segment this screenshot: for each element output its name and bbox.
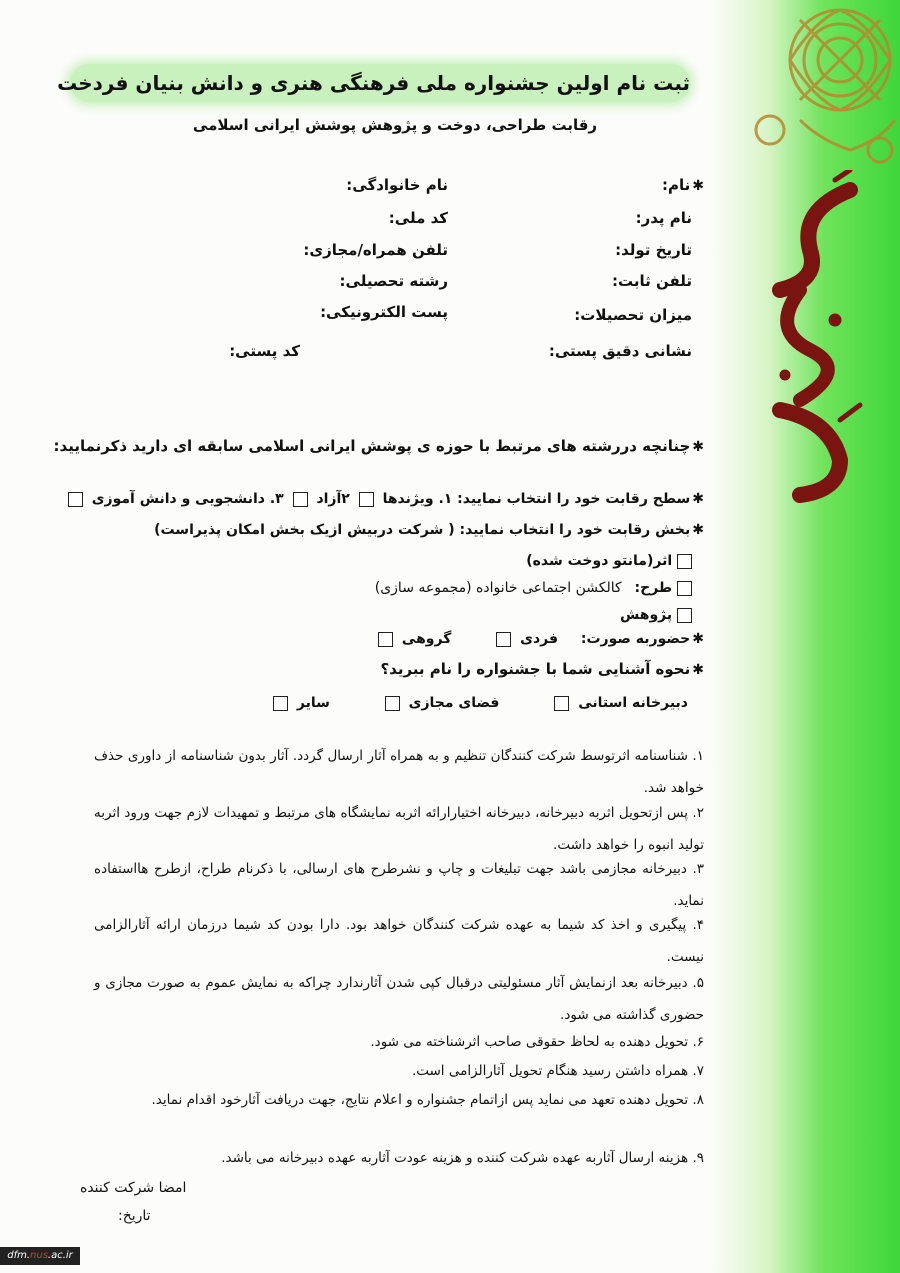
signature-label[interactable]: امضا شرکت کننده — [80, 1180, 187, 1196]
rule-item: ۱. شناسنامه اثرتوسط شرکت کنندگان تنظیم و به همراه آثار ارسال گردد. آثار بدون شناسنامه از داوری حذف خواهد شد. — [94, 748, 704, 796]
rule-item: ۵. دبیرخانه بعد ازنمایش آثار مسئولیتی درقبال کپی شدن آثارندارد چراکه به نمایش عموم به صورت مجازی و حضوری گذاشته می شود. — [94, 975, 704, 1023]
presence-individual-label: فردی — [520, 631, 559, 647]
section-option-1[interactable]: اثر(مانتو دوخت شده) — [526, 553, 692, 569]
form-title: ثبت نام اولین جشنواره ملی فرهنگی هنری و دانش بنیان فردخت — [70, 64, 690, 102]
presence-individual-checkbox[interactable] — [496, 632, 511, 647]
acquaintance-option-2-checkbox[interactable] — [385, 696, 400, 711]
email-label[interactable]: پست الکترونیکی: — [320, 303, 448, 321]
landline-label[interactable]: تلفن ثابت: — [611, 272, 692, 290]
section-option-1-checkbox[interactable] — [677, 554, 692, 569]
acquaintance-option-3-label: سایر — [296, 695, 330, 711]
level-option-3-label: ۳. دانشجویی و دانش آموزی — [91, 491, 284, 507]
rule-item: ۶. تحویل دهنده به لحاظ حقوقی صاحب اثرشناخته می شود. — [370, 1034, 704, 1050]
required-star-icon: ✱ — [692, 178, 704, 194]
rule-item: ۹. هزینه ارسال آثاربه عهده شرکت کننده و هزینه عودت آثاربه عهده دبیرخانه می باشد. — [221, 1150, 704, 1166]
required-star-icon: ✱ — [692, 491, 704, 507]
presence-question: ✱حضوربه صورت: فردی گروهی — [378, 631, 704, 647]
acquaintance-option-2-label: فضای مجازی — [408, 695, 500, 711]
level-option-1-checkbox[interactable] — [359, 492, 374, 507]
last-name-label[interactable]: نام خانوادگی: — [346, 176, 448, 194]
first-name-label[interactable]: ✱نام: — [662, 176, 704, 194]
level-question: ✱سطح رقابت خود را انتخاب نمایید: ۱. ویژندها ۲آزاد ۳. دانشجویی و دانش آموزی — [64, 491, 704, 507]
section-option-3[interactable]: پژوهش — [620, 607, 692, 623]
green-side-strip — [710, 0, 900, 1273]
fardokht-calligraphy-logo-icon — [740, 170, 880, 510]
section-option-3-checkbox[interactable] — [677, 608, 692, 623]
floral-ornament-icon — [730, 0, 900, 170]
acquaintance-options — [273, 695, 688, 711]
presence-group-checkbox[interactable] — [378, 632, 393, 647]
rule-item: ۴. پیگیری و اخذ کد شیما به عهده شرکت کنندگان خواهد بود. دارا بودن کد شیما درزمان ارائه آثارالزامی نیست. — [94, 917, 704, 965]
section-option-2[interactable]: طرح: کالکشن اجتماعی خانواده (مجموعه سازی) — [375, 580, 692, 596]
required-star-icon: ✱ — [692, 662, 704, 678]
site-logo: dfm.nus.ac.ir — [0, 1247, 80, 1265]
date-label[interactable]: تاریخ: — [118, 1208, 151, 1224]
level-option-2-checkbox[interactable] — [293, 492, 308, 507]
acquaintance-option-1-label: دبیرخانه استانی — [578, 695, 688, 711]
father-name-label[interactable]: نام پدر: — [635, 209, 692, 227]
acquaintance-option-1-checkbox[interactable] — [554, 696, 569, 711]
rule-item: ۷. همراه داشتن رسید هنگام تحویل آثارالزامی است. — [411, 1063, 704, 1079]
education-level-label[interactable]: میزان تحصیلات: — [574, 306, 692, 324]
rule-item: ۳. دبیرخانه مجازمی باشد جهت تبلیغات و چاپ و نشرطرح های ارسالی، با ذکرنام طراح، ازطرح هااستفاده نماید. — [94, 861, 704, 909]
form-subtitle: رقابت طراحی، دوخت و پژوهش پوشش ایرانی اسلامی — [192, 116, 598, 134]
mobile-label[interactable]: تلفن همراه/مجازی: — [303, 241, 448, 259]
postal-code-label[interactable]: کد پستی: — [229, 342, 300, 360]
level-option-3-checkbox[interactable] — [68, 492, 83, 507]
section-option-2-checkbox[interactable] — [677, 581, 692, 596]
section-question: ✱بخش رقابت خود را انتخاب نمایید: ( شرکت دربیش ازیک بخش امکان پذیراست) — [154, 522, 704, 538]
postal-address-label[interactable]: نشانی دقیق پستی: — [548, 342, 692, 360]
birth-date-label[interactable]: تاریخ تولد: — [615, 241, 692, 259]
required-star-icon: ✱ — [692, 439, 704, 455]
presence-group-label: گروهی — [401, 631, 452, 647]
required-star-icon: ✱ — [692, 522, 704, 538]
background-question[interactable]: ✱چنانچه دررشته های مرتبط با حوزه ی پوشش ایرانی اسلامی سابقه ای دارید ذکرنمایید: — [53, 437, 704, 455]
field-of-study-label[interactable]: رشته تحصیلی: — [339, 272, 448, 290]
acquaintance-option-3-checkbox[interactable] — [273, 696, 288, 711]
rule-item: ۸. تحویل دهنده تعهد می نماید پس ازاتمام جشنواره و اعلام نتایج، جهت دریافت آثارخود اقدام نماید. — [151, 1092, 704, 1108]
required-star-icon: ✱ — [692, 631, 704, 647]
national-code-label[interactable]: کد ملی: — [388, 209, 448, 227]
acquaintance-question: ✱نحوه آشنایی شما با جشنواره را نام ببرید؟ — [380, 660, 704, 678]
level-option-2-label: ۲آزاد — [316, 491, 350, 507]
rule-item: ۲. پس ازتحویل اثربه دبیرخانه، دبیرخانه اختیارارائه اثربه نمایشگاه های مرتبط و تمهیدات لازم جهت ورود اثربه تولید انبوه را خواهد داشت. — [94, 805, 704, 853]
